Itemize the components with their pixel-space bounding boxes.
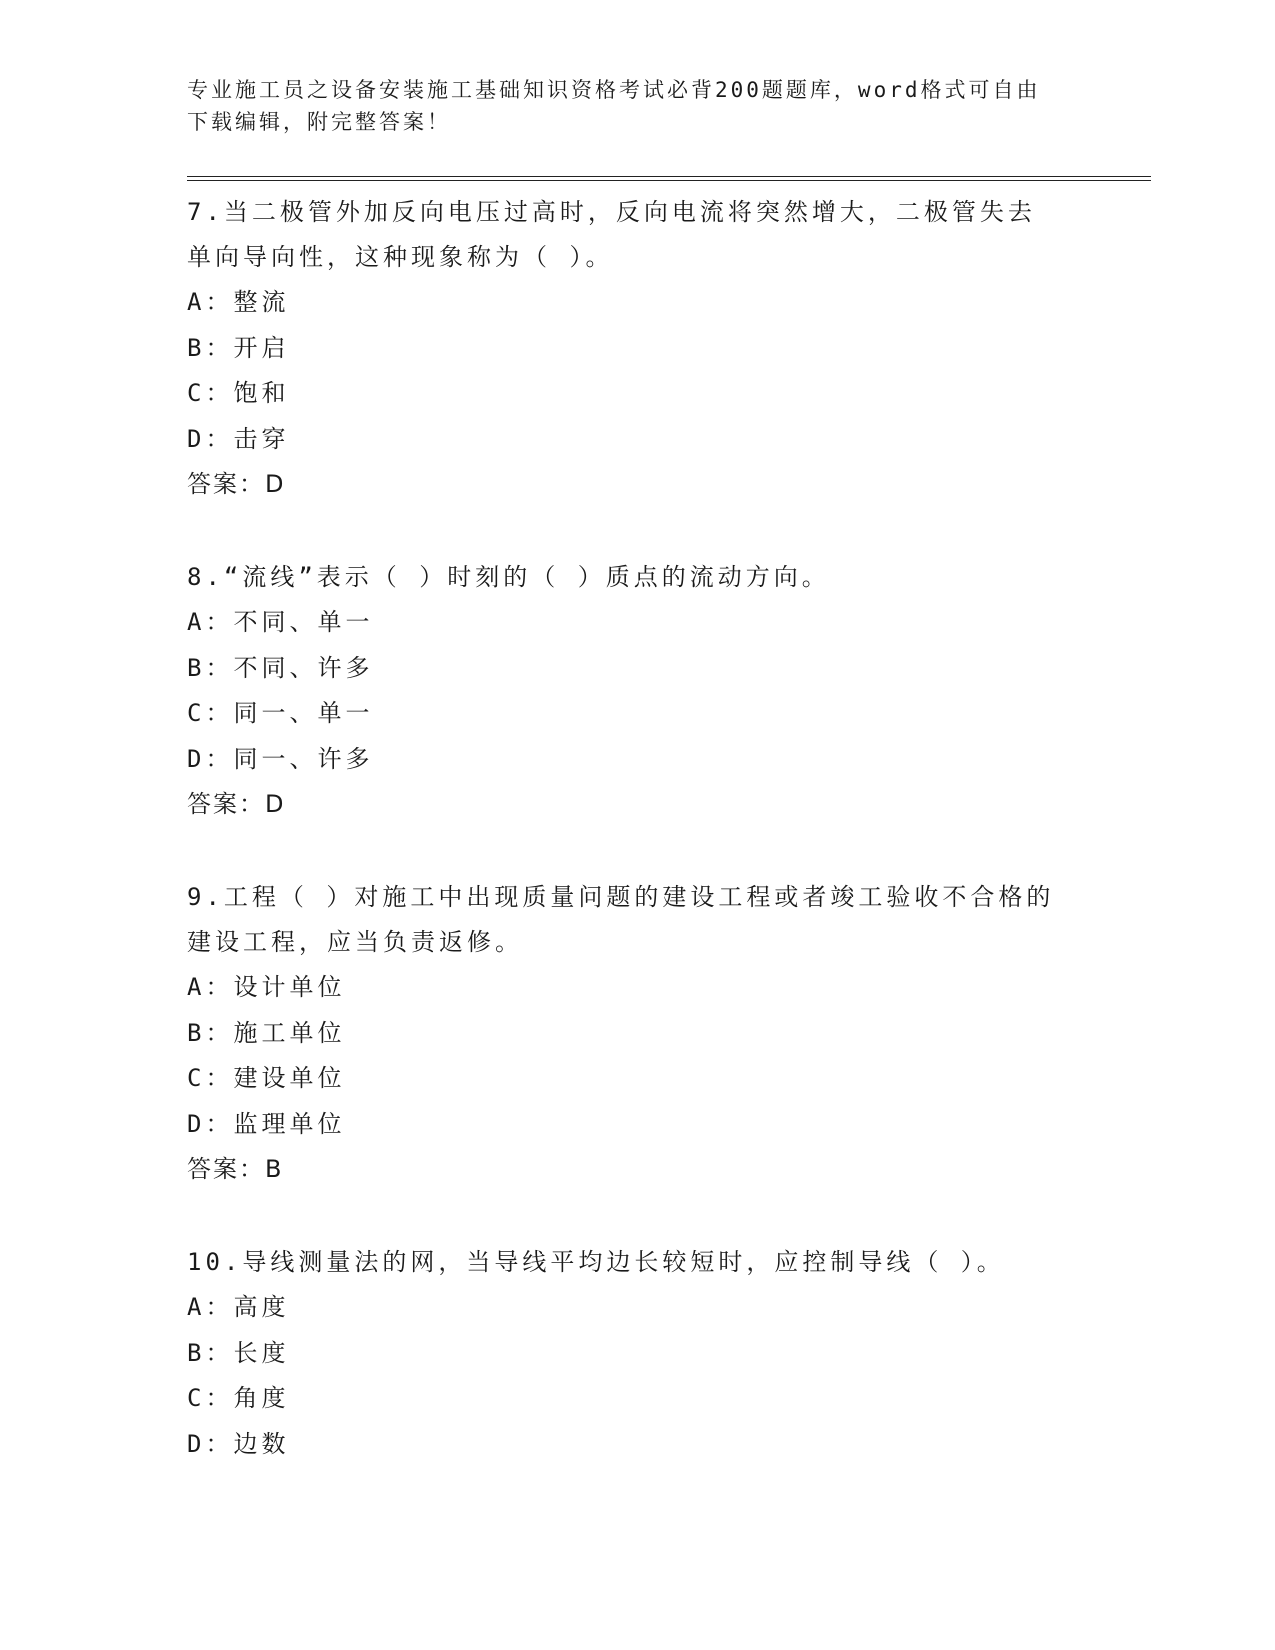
answer-label: 答案：D [187,790,286,818]
option-c: C：饱和 [187,379,290,407]
question-text-line-1: 7.当二极管外加反向电压过高时，反向电流将突然增大，二极管失去 [187,198,1036,226]
question-9 [187,875,1137,1192]
option-d: D：击穿 [187,424,290,453]
question-text-line-1: 10.导线测量法的网，当导线平均边长较短时，应控制导线（ ）。 [187,1248,1005,1276]
option-a: A：高度 [187,1293,290,1321]
option-b: B：不同、许多 [187,653,374,682]
answer-label: 答案：D [187,470,286,498]
question-7 [187,190,1137,507]
header-divider-bottom [187,180,1151,181]
option-a: A：不同、单一 [187,608,374,636]
document-header [187,74,1067,138]
header-divider-top [187,176,1151,177]
option-b: B：施工单位 [187,1018,346,1047]
question-text-line-2: 建设工程，应当负责返修。 [187,928,523,956]
option-a: A：设计单位 [187,973,346,1001]
question-list [187,190,1137,1515]
option-c: C：同一、单一 [187,699,374,727]
option-c: C：角度 [187,1384,290,1412]
option-a: A：整流 [187,288,290,316]
option-c: C：建设单位 [187,1064,346,1092]
option-d: D：边数 [187,1429,290,1458]
option-d: D：监理单位 [187,1109,346,1138]
option-b: B：开启 [187,333,290,362]
question-10 [187,1240,1137,1467]
header-line-1: 专业施工员之设备安装施工基础知识资格考试必背200题题库，word格式可自由 [187,78,1041,102]
option-b: B：长度 [187,1338,290,1367]
answer-label: 答案：B [187,1155,284,1183]
option-d: D：同一、许多 [187,744,374,773]
question-text-line-2: 单向导向性，这种现象称为（ ）。 [187,243,614,271]
question-8 [187,555,1137,827]
question-text-line-1: 9.工程（ ）对施工中出现质量问题的建设工程或者竣工验收不合格的 [187,883,1055,911]
header-line-2: 下载编辑，附完整答案！ [187,110,451,134]
question-text-line-1: 8.“流线”表示（ ）时刻的（ ）质点的流动方向。 [187,563,830,591]
